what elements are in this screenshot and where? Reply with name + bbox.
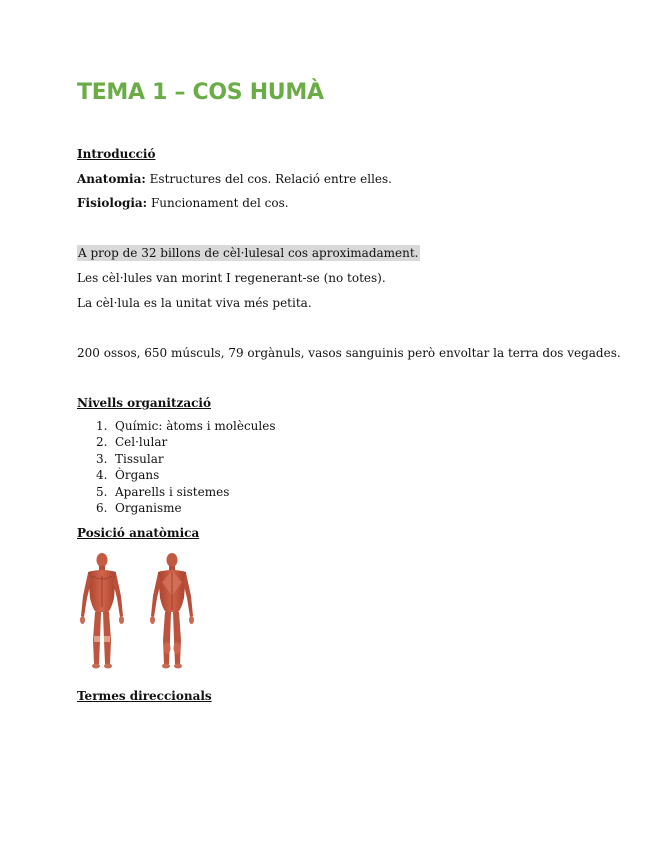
cells-unit-line: La cèl·lula es la unitat viva més petita. bbox=[77, 296, 312, 310]
anatomy-definition bbox=[77, 171, 392, 187]
list-item bbox=[96, 484, 276, 500]
list-item bbox=[96, 434, 276, 450]
list-item bbox=[96, 418, 276, 434]
intro-heading: Introducció bbox=[77, 147, 156, 161]
list-number: 5. bbox=[96, 484, 108, 499]
list-number: 2. bbox=[96, 435, 108, 450]
list-label: Òrgans bbox=[115, 468, 160, 483]
list-label: Organisme bbox=[115, 500, 182, 515]
levels-list bbox=[96, 418, 276, 516]
anatomy-term: Anatomia: bbox=[77, 172, 146, 186]
list-label: Químic: àtoms i molècules bbox=[115, 419, 276, 433]
list-item bbox=[96, 500, 276, 516]
directional-terms-heading: Termes direccionals bbox=[77, 689, 212, 703]
anatomy-front-figure bbox=[78, 552, 126, 672]
list-item bbox=[96, 467, 276, 483]
cells-count-line bbox=[77, 245, 420, 261]
list-label: Cel·lular bbox=[115, 435, 168, 450]
anatomical-position-heading: Posició anatòmica bbox=[77, 526, 200, 540]
body-facts-line: 200 ossos, 650 músculs, 79 orgànuls, vasos sanguinis però envoltar la terra dos vegades. bbox=[77, 346, 621, 360]
anatomy-text: Estructures del cos. Relació entre elles. bbox=[149, 172, 392, 186]
physiology-term: Fisiologia: bbox=[77, 196, 148, 210]
physiology-text: Funcionament del cos. bbox=[150, 196, 289, 210]
list-label: Aparells i sistemes bbox=[115, 484, 230, 499]
levels-heading: Nivells organització bbox=[77, 396, 211, 410]
list-item bbox=[96, 451, 276, 467]
list-number: 4. bbox=[96, 468, 108, 483]
highlighted-text: A prop de 32 billons de cèl·lulesal cos aproximadament. bbox=[78, 246, 419, 260]
physiology-definition bbox=[77, 195, 289, 211]
list-label: Tissular bbox=[115, 451, 164, 466]
page-title: TEMA 1 – COS HUMÀ bbox=[77, 80, 324, 105]
list-number: 6. bbox=[96, 500, 108, 515]
list-number: 1. bbox=[96, 419, 108, 433]
anatomy-back-figure bbox=[148, 552, 196, 672]
cells-regeneration-line: Les cèl·lules van morint I regenerant-se (no totes). bbox=[77, 271, 386, 285]
list-number: 3. bbox=[96, 451, 108, 466]
